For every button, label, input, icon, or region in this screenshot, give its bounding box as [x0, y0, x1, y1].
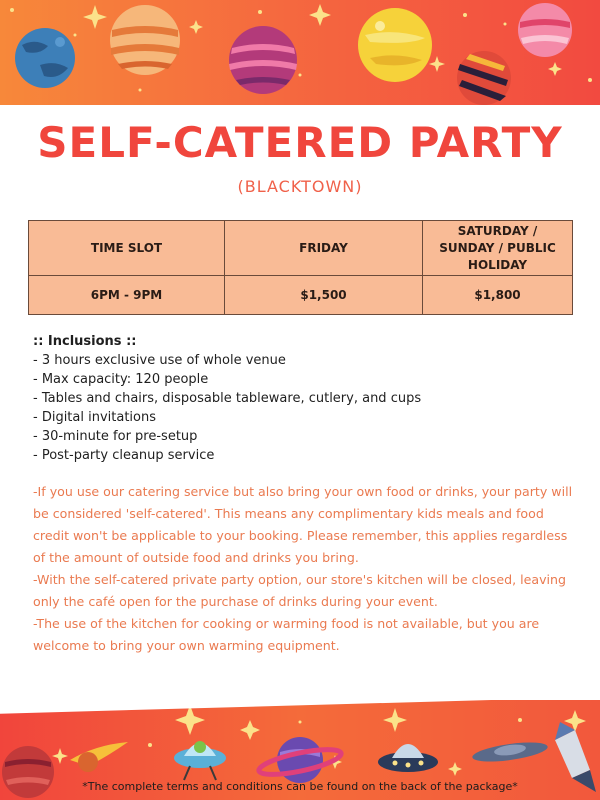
- location-subtitle: (BLACKTOWN): [237, 177, 363, 196]
- list-item: - Post-party cleanup service: [33, 448, 215, 463]
- cell-weekend-price: $1,800: [423, 276, 573, 315]
- red-striped-planet-icon: [457, 51, 511, 105]
- pricing-table: [28, 220, 573, 315]
- list-item: - Digital invitations: [33, 410, 157, 425]
- terms-footer: *The complete terms and conditions can be found on the back of the package*: [82, 780, 518, 793]
- space-illustration: [0, 0, 600, 105]
- ufo-alien-icon: [174, 741, 226, 780]
- comet-icon: [70, 742, 128, 772]
- top-space-banner: [0, 0, 600, 105]
- table-header-row: [29, 221, 573, 276]
- column-header-weekend: SATURDAY / SUNDAY / PUBLIC HOLIDAY: [423, 221, 573, 276]
- note-warming-equipment: -The use of the kitchen for cooking or warming food is not available, but you are welcome to bring your own warming equipment.: [33, 616, 540, 653]
- list-item: - Max capacity: 120 people: [33, 372, 209, 387]
- purple-planet-icon: [229, 26, 297, 94]
- terms-notes: [33, 481, 573, 657]
- inclusions-list: [33, 351, 573, 465]
- disc-saucer-icon: [471, 739, 548, 765]
- list-item: - 30-minute for pre-setup: [33, 429, 198, 444]
- note-self-catered: -If you use our catering service but also bring your own food or drinks, your party will be considered 'self-catered'. This means any complimentary kids meals and food credit won't be applicable to your booking. Please remember, this applies regardless of the amount of outside food and drinks you bring.: [33, 484, 573, 565]
- list-item: - Tables and chairs, disposable tableware, cutlery, and cups: [33, 391, 422, 406]
- page-title: SELF-CATERED PARTY: [37, 118, 563, 167]
- cell-time-slot: 6PM - 9PM: [29, 276, 225, 315]
- bottom-space-banner: [0, 700, 600, 800]
- inclusions-section: [33, 332, 573, 465]
- table-row: [29, 276, 573, 315]
- cell-friday-price: $1,500: [225, 276, 423, 315]
- column-header-time-slot: TIME SLOT: [29, 221, 225, 276]
- ringed-planet-icon: [257, 737, 343, 783]
- inclusions-title: :: Inclusions ::: [33, 334, 137, 349]
- column-header-friday: FRIDAY: [225, 221, 423, 276]
- blue-planet-icon: [15, 28, 75, 88]
- orange-planet-icon: [110, 5, 180, 75]
- note-kitchen-closed: -With the self-catered private party option, our store's kitchen will be closed, leaving only the café open for the purchase of drinks during your event.: [33, 572, 567, 609]
- list-item: - 3 hours exclusive use of whole venue: [33, 353, 286, 368]
- pink-planet-icon: [518, 3, 572, 57]
- flying-saucer-icon: [378, 744, 438, 772]
- yellow-planet-icon: [358, 8, 432, 82]
